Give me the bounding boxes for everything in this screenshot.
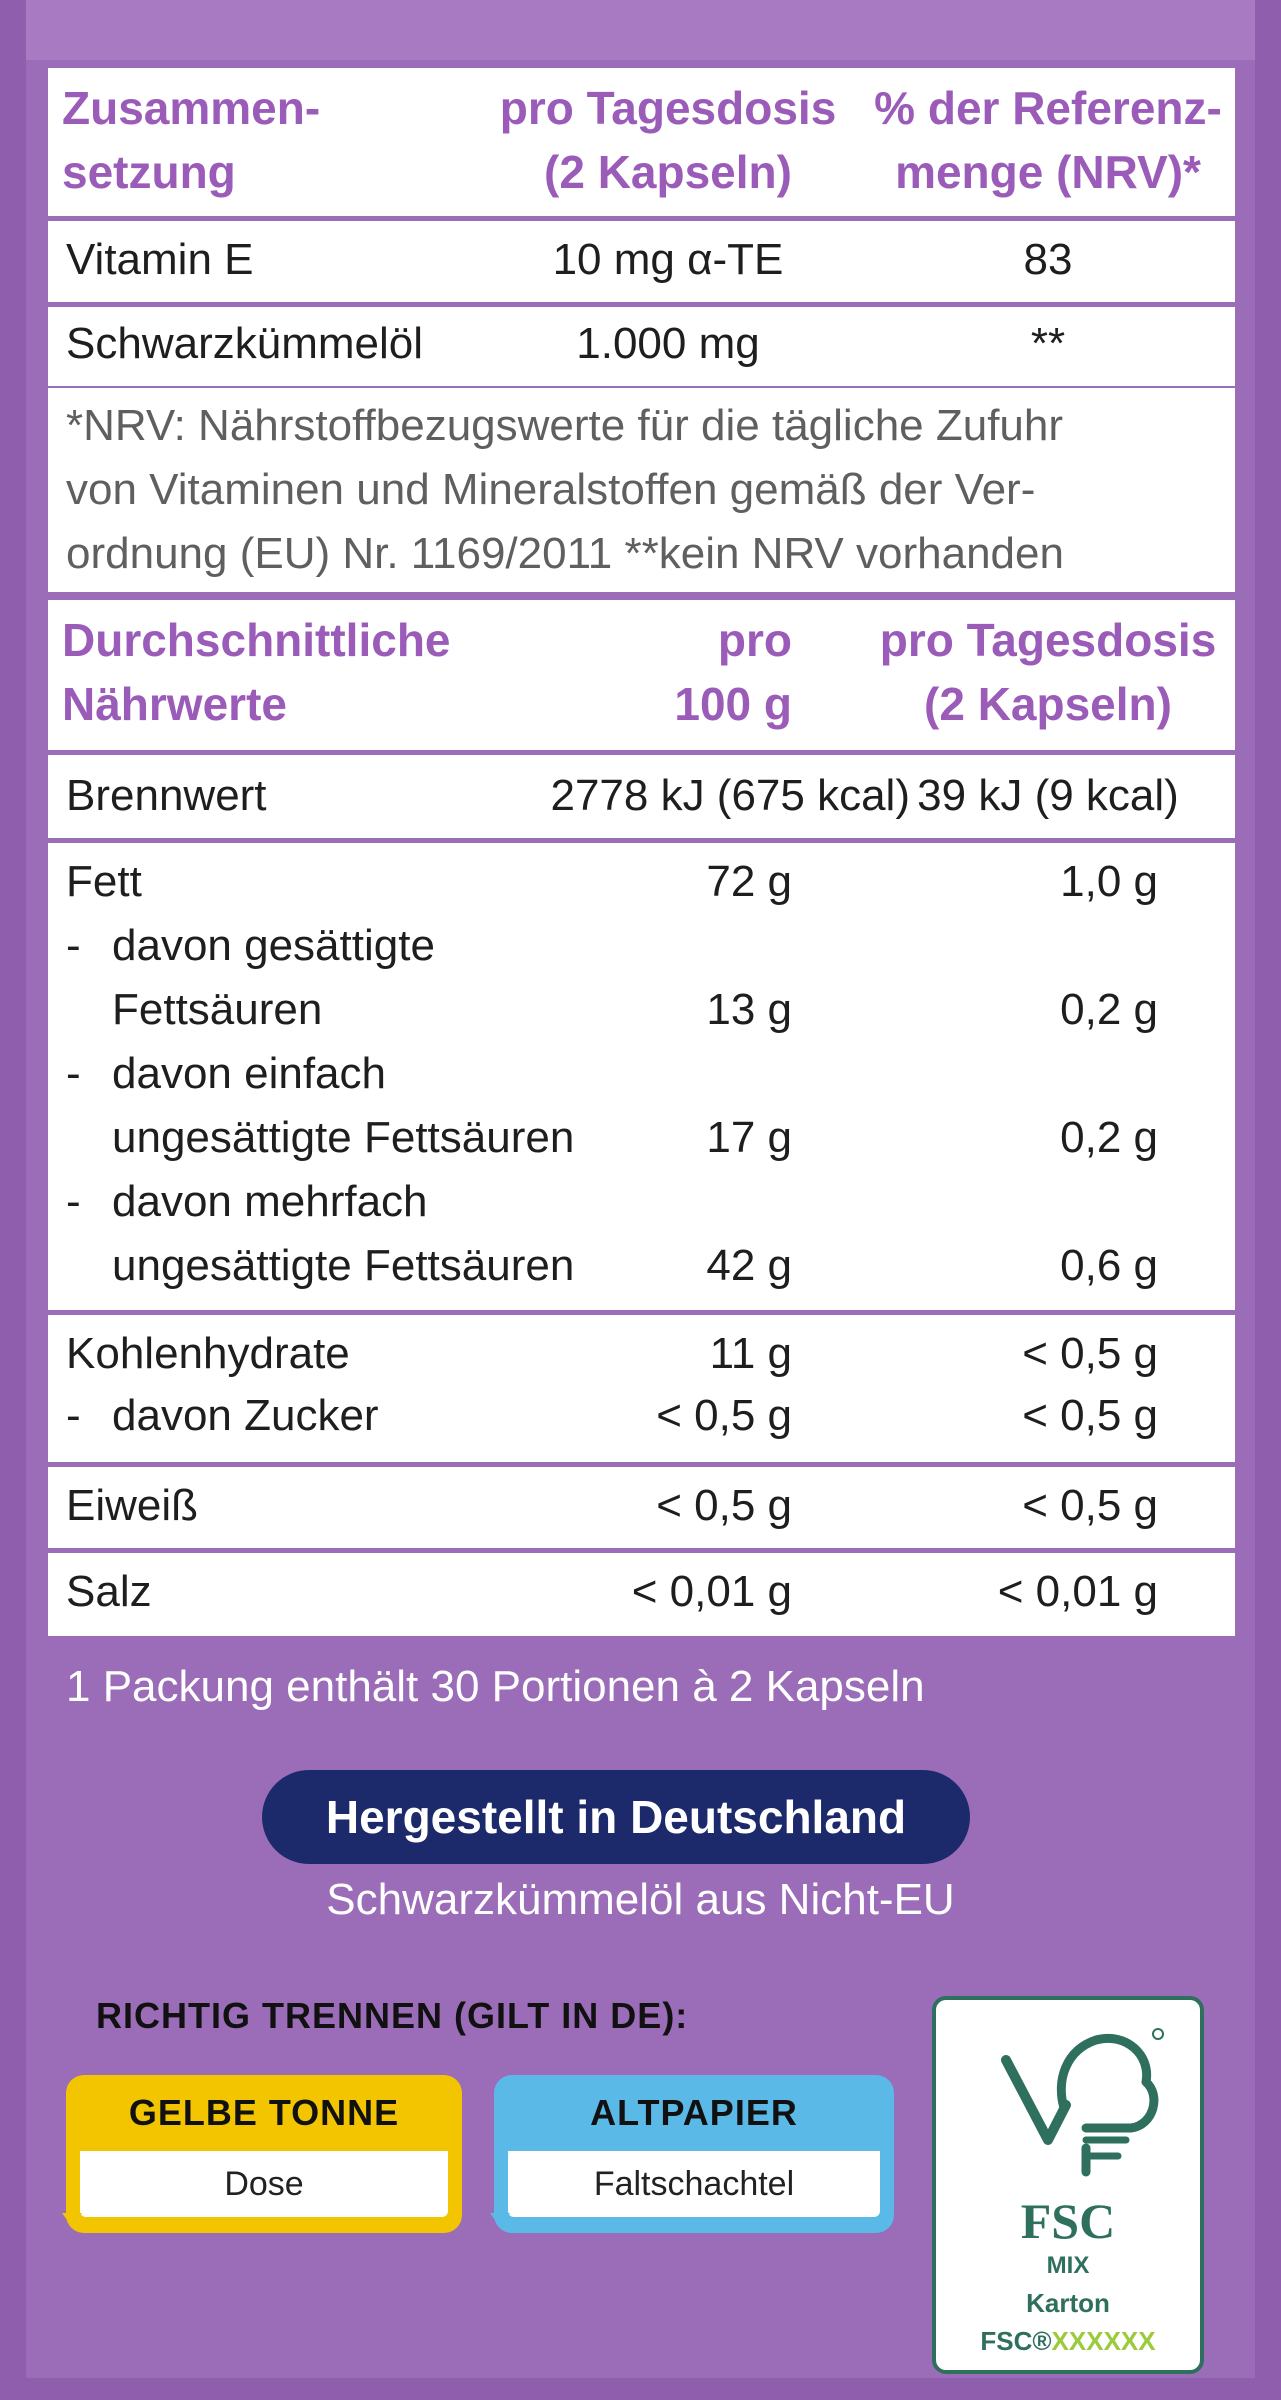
table-row <box>48 1560 1235 1630</box>
nutrient-perdose: 0,2 g <box>1060 1113 1158 1162</box>
fsc-mix: MIX <box>1046 2252 1090 2279</box>
arrow-down-icon <box>490 2213 510 2227</box>
package-top-band <box>0 0 1281 60</box>
nutrient-name: Salz <box>66 1567 152 1616</box>
composition-header-nrv: % der Referenz- menge (NRV)* <box>874 82 1222 198</box>
ingredient-amount: 10 mg α-TE <box>552 235 784 284</box>
bin-label: ALTPAPIER <box>590 2092 798 2133</box>
fsc-word: FSC <box>1020 2193 1116 2249</box>
nutrient-name: ungesättigte Fettsäuren <box>112 1113 575 1162</box>
footnote-line: ordnung (EU) Nr. 1169/2011 **kein NRV vorhanden <box>66 529 1064 578</box>
fsc-code-prefix: FSC® <box>980 2326 1052 2356</box>
nutrient-dash: - <box>66 1049 81 1098</box>
nutrition-table <box>48 600 1235 1636</box>
recycling-bin-paper <box>494 2075 894 2233</box>
table-row <box>48 978 1235 1042</box>
table-row <box>48 1234 1235 1298</box>
nutrient-name: davon mehrfach <box>112 1177 428 1226</box>
made-in-badge <box>262 1770 970 1864</box>
fsc-label <box>932 1996 1204 2374</box>
fsc-tree-checkmark-icon <box>936 2000 1200 2190</box>
nutrient-name: Eiweiß <box>66 1481 199 1530</box>
nutrient-dash: - <box>66 1391 81 1440</box>
table-row <box>48 1474 1235 1544</box>
footnote-line: von Vitaminen und Mineralstoffen gemäß der Ver- <box>66 465 1036 514</box>
table-row <box>48 312 1235 382</box>
fsc-code-value: XXXXXX <box>1051 2326 1156 2356</box>
ingredient-name: Vitamin E <box>66 235 254 284</box>
nutrient-perdose: 0,6 g <box>1060 1241 1158 1290</box>
nutrient-per100: 11 g <box>709 1329 792 1378</box>
nutrient-dash: - <box>66 921 81 970</box>
nutrient-per100: 13 g <box>706 985 792 1034</box>
nutrient-perdose: 0,2 g <box>1060 985 1158 1034</box>
nutrient-perdose: < 0,5 g <box>1022 1391 1158 1440</box>
package-bottom-edge <box>0 2378 1281 2400</box>
nutrient-perdose: < 0,5 g <box>1022 1481 1158 1530</box>
nutrient-per100: 72 g <box>706 857 792 906</box>
nutrient-name: davon einfach <box>112 1049 386 1098</box>
nutrient-name: davon Zucker <box>112 1391 379 1440</box>
divider <box>48 838 1235 843</box>
carbs-group <box>48 1322 1235 1452</box>
fsc-license-code <box>936 2326 1200 2357</box>
divider <box>48 1548 1235 1553</box>
recycling-title: RICHTIG TRENNEN (GILT IN DE): <box>96 1995 689 2036</box>
fsc-material: Karton <box>1026 2288 1110 2318</box>
nutrient-name: davon gesättigte <box>112 921 435 970</box>
ingredient-name: Schwarzkümmelöl <box>66 319 423 368</box>
ingredient-amount: 1.000 mg <box>576 319 760 368</box>
composition-header-row <box>48 68 1235 206</box>
table-row <box>48 228 1235 298</box>
table-row <box>48 1322 1235 1386</box>
divider <box>48 216 1235 221</box>
nutrient-per100: 2778 kJ (675 kcal) <box>550 771 910 820</box>
nutrient-per100: < 0,5 g <box>656 1391 792 1440</box>
bin-label: GELBE TONNE <box>128 2092 400 2133</box>
composition-header-amount: pro Tagesdosis (2 Kapseln) <box>499 82 837 198</box>
nutrient-per100: 42 g <box>706 1241 792 1290</box>
nutrient-dash: - <box>66 1177 81 1226</box>
nutrient-perdose: < 0,01 g <box>997 1567 1158 1616</box>
nutrient-name: ungesättigte Fettsäuren <box>112 1241 575 1290</box>
nutrient-name: Fettsäuren <box>112 985 323 1034</box>
table-row <box>48 764 1235 834</box>
ingredient-nrv: ** <box>1030 319 1066 368</box>
divider <box>48 302 1235 307</box>
bin-item: Faltschachtel <box>508 2151 880 2217</box>
nutrition-header-perdose: pro Tagesdosis (2 Kapseln) <box>879 614 1217 730</box>
table-row <box>48 1384 1235 1448</box>
bin-item: Dose <box>80 2151 448 2217</box>
nutrient-per100: < 0,01 g <box>631 1567 792 1616</box>
table-row <box>48 1170 1235 1234</box>
made-in-label: Hergestellt in Deutschland <box>325 1791 907 1843</box>
package-right-edge <box>1255 0 1281 2400</box>
nutrient-per100: 17 g <box>706 1113 792 1162</box>
nutrient-perdose: 39 kJ (9 kcal) <box>917 771 1179 820</box>
nutrition-header-row <box>48 600 1235 740</box>
nutrient-per100: < 0,5 g <box>656 1481 792 1530</box>
table-row <box>48 914 1235 978</box>
table-row <box>48 850 1235 914</box>
divider <box>48 1462 1235 1467</box>
nutrient-name: Kohlenhydrate <box>66 1329 350 1378</box>
footnote-line: *NRV: Nährstoffbezugswerte für die tägliche Zufuhr <box>66 401 1064 450</box>
nutrient-name: Brennwert <box>66 771 267 820</box>
nutrition-header-label: Durchschnittliche Nährwerte <box>62 614 451 730</box>
composition-table <box>48 68 1235 386</box>
nutrient-name: Fett <box>66 857 142 906</box>
divider <box>48 1310 1235 1315</box>
divider <box>48 750 1235 755</box>
origin-note: Schwarzkümmelöl aus Nicht-EU <box>326 1875 955 1924</box>
nrv-footnote <box>48 388 1235 592</box>
pack-note: 1 Packung enthält 30 Portionen à 2 Kapseln <box>66 1662 925 1711</box>
table-row <box>48 1106 1235 1170</box>
composition-header-ingredient: Zusammen- setzung <box>62 82 321 198</box>
table-row <box>48 1042 1235 1106</box>
ingredient-nrv: 83 <box>1023 235 1073 284</box>
nutrient-perdose: 1,0 g <box>1060 857 1158 906</box>
nutrition-header-per100: pro 100 g <box>674 614 792 730</box>
fat-group <box>48 850 1235 1300</box>
package-left-edge <box>0 0 26 2400</box>
nutrient-perdose: < 0,5 g <box>1022 1329 1158 1378</box>
arrow-down-icon <box>62 2213 82 2227</box>
recycling-bin-yellow <box>66 2075 462 2233</box>
